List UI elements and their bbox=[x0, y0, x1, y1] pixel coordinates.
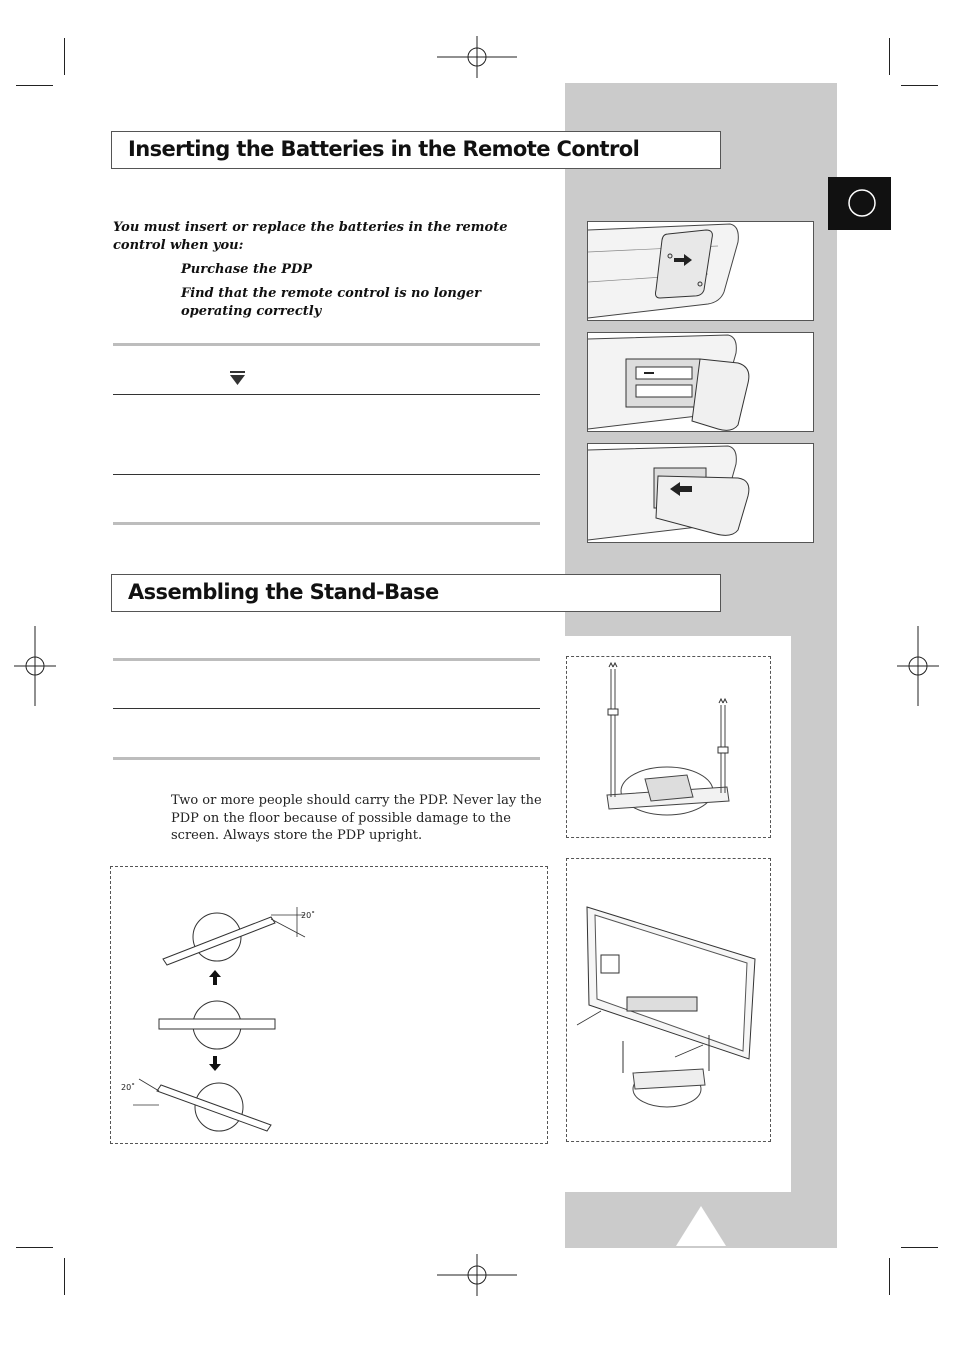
crop-mark bbox=[889, 38, 890, 75]
triangle-down-icon bbox=[229, 371, 246, 386]
divider-thick bbox=[113, 658, 540, 661]
registration-mark-icon bbox=[437, 36, 517, 78]
divider-thick bbox=[113, 757, 540, 760]
section-header-batteries bbox=[111, 131, 721, 169]
crop-mark bbox=[64, 38, 65, 75]
gray-band-right bbox=[791, 636, 837, 1248]
crop-mark bbox=[16, 1247, 53, 1248]
carry-note: Two or more people should carry the PDP. Never lay the PDP on the floor because of possible damage to the screen. Always store the PDP upright. bbox=[171, 793, 542, 843]
crop-mark bbox=[64, 1258, 65, 1295]
crop-mark bbox=[901, 1247, 938, 1248]
divider-thin bbox=[113, 394, 540, 395]
arrow-up-icon bbox=[209, 970, 221, 985]
registration-mark-icon bbox=[437, 1254, 517, 1296]
registration-mark-icon bbox=[897, 626, 939, 706]
remote-illustration-open bbox=[587, 221, 814, 321]
divider-thin bbox=[113, 474, 540, 475]
registration-mark-icon bbox=[14, 626, 56, 706]
section-title: Inserting the Batteries in the Remote Control bbox=[128, 137, 640, 161]
language-tab bbox=[828, 177, 891, 230]
carry-orientation-illustration bbox=[110, 866, 548, 1144]
crop-mark bbox=[16, 85, 53, 86]
crop-mark bbox=[901, 85, 938, 86]
remote-illustration-batteries bbox=[587, 332, 814, 432]
angle-label-bottom: 20˚ bbox=[121, 1083, 136, 1092]
section-title: Assembling the Stand-Base bbox=[128, 580, 439, 604]
crop-mark bbox=[889, 1258, 890, 1295]
circle-tab-icon bbox=[828, 177, 891, 230]
battery-bullet: Find that the remote control is no longer operating correctly bbox=[181, 286, 481, 319]
remote-illustration-close bbox=[587, 443, 814, 543]
arrow-down-icon bbox=[209, 1056, 221, 1071]
battery-intro: You must insert or replace the batteries in the remote control when you: bbox=[113, 220, 508, 253]
triangle-up-icon bbox=[674, 1204, 728, 1248]
angle-label-top: 20˚ bbox=[301, 911, 316, 920]
divider-thick bbox=[113, 522, 540, 525]
stand-illustration bbox=[566, 656, 771, 838]
divider-thin bbox=[113, 708, 540, 709]
divider-thick bbox=[113, 343, 540, 346]
battery-bullet: Purchase the PDP bbox=[181, 262, 313, 277]
tv-attach-illustration bbox=[566, 858, 771, 1142]
section-header-stand bbox=[111, 574, 721, 612]
